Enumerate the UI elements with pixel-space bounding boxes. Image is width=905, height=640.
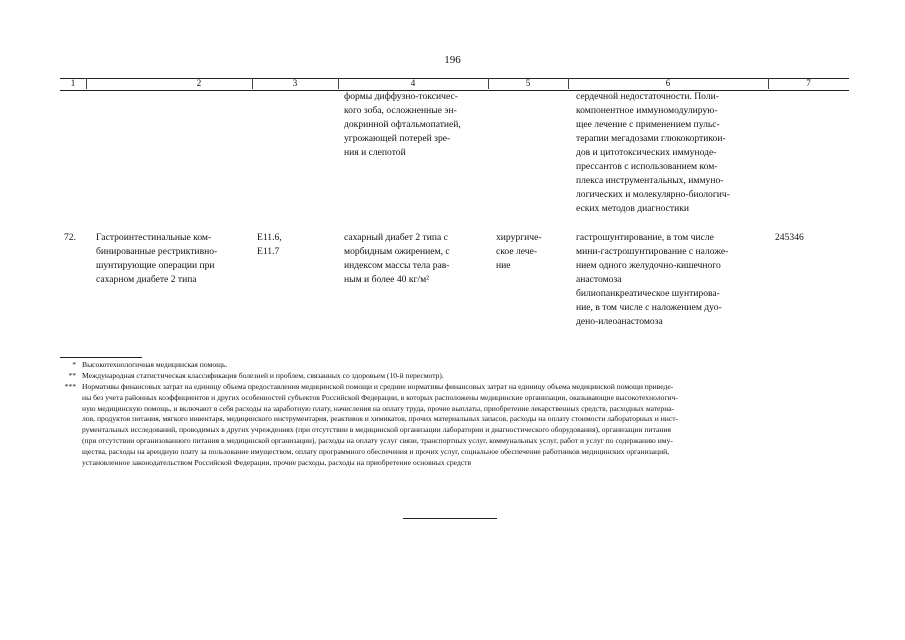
- footnote-line: лов, продуктов питания, мягкого инвентаря, медицинского инструментария, реактивов и химикатов, прочих материальных запасов, расходы на оплату стоимости лабораторных и инст-: [82, 414, 679, 424]
- text-line: нием одного желудочно-кишечного: [576, 260, 721, 271]
- text-line: морбидным ожирением, с: [344, 246, 450, 257]
- row-72-treatment-type: [496, 231, 566, 273]
- col-header-3: 3: [292, 78, 298, 88]
- text-line: компонентное иммуномодулирую-: [576, 105, 718, 116]
- row-72-icd-codes: [257, 231, 327, 259]
- row-72-cost: 245346: [775, 232, 804, 243]
- text-line: мини-гастрошунтирование с наложе-: [576, 246, 729, 257]
- footnote-line: ную медицинскую помощь, и включают в себя расходы на заработную плату, начисления на оплату труда, прочие выплаты, приобретение лекарственных средств, расходных материа-: [82, 403, 675, 413]
- bottom-rule: [403, 518, 497, 519]
- text-line: ние: [496, 260, 511, 271]
- footnote-mark: **: [68, 371, 76, 380]
- row-72-patient-model: [344, 231, 486, 287]
- text-line: шунтирующие операции при: [96, 260, 215, 271]
- footnote-rule: [60, 357, 142, 358]
- text-line: сахарном диабете 2 типа: [96, 274, 197, 285]
- text-line: щее лечение с применением пульс-: [576, 119, 720, 130]
- footnote-text: Высокотехнологичная медицинская помощь.: [82, 360, 228, 369]
- col-header-4: 4: [410, 78, 416, 88]
- col-divider: [86, 78, 87, 89]
- text-line: логических и молекулярно-биологич-: [576, 189, 730, 200]
- footnote-mark: *: [72, 360, 76, 369]
- text-line: дено-илеоанастомоза: [576, 316, 663, 327]
- page-number: 196: [444, 54, 461, 66]
- footnote-line: Нормативы финансовых затрат на единицу объема предоставления медицинской помощи и средние нормативы финансовых затрат на единицу объема медицинской помощи приведе-: [82, 382, 674, 391]
- text-line: ское лече-: [496, 246, 538, 257]
- col-divider: [768, 78, 769, 89]
- col-header-7: 7: [806, 78, 811, 88]
- footnote-line: ны без учета районных коэффициентов и других особенностей субъектов Российской Федерации, в которых расположены медицинские организации, оказывающие высокотехнологич-: [82, 392, 678, 402]
- col-header-2: 2: [196, 78, 202, 88]
- text-line: докринной офтальмопатией,: [344, 119, 461, 130]
- footnote-line: рументальных исследований, проводимых в других учреждениях (при отсутствии в медицинской организации лаборатории и диагностического оборудования), организации питания: [82, 425, 671, 435]
- text-line: анастомоза: [576, 274, 622, 285]
- text-line: билиопанкреатическое шунтирова-: [576, 288, 720, 299]
- text-line: E11.7: [257, 246, 280, 257]
- text-line: плекса инструментальных, иммуно-: [576, 175, 724, 186]
- text-line: формы диффузно-токсичес-: [344, 91, 458, 102]
- footnote-mark: ***: [64, 382, 76, 391]
- text-line: еских методов диагностики: [576, 203, 690, 214]
- text-line: E11.6,: [257, 232, 282, 243]
- col-divider: [338, 78, 339, 89]
- footnote-text: Международная статистическая классификация болезней и проблем, связанных со здоровьем (10-й пересмотр).: [82, 371, 444, 380]
- footnote-line: щества, расходы на арендную плату за пользование имуществом, оплату программного обеспечения и прочих услуг, социальное обеспечение работников медицинских организаций,: [82, 446, 670, 456]
- text-line: ние, в том числе с наложением дуо-: [576, 302, 722, 313]
- text-line: ным и более 40 кг/м²: [344, 274, 430, 285]
- text-line: гастрошунтирование, в том числе: [576, 232, 714, 243]
- col-header-6: 6: [665, 78, 671, 88]
- col-divider: [488, 78, 489, 89]
- text-line: прессантов с использованием ком-: [576, 161, 718, 172]
- footnote-line: установленное законодательством Российской Федерации, прочие расходы, расходы на приобретение основных средств: [82, 457, 472, 467]
- text-line: хирургиче-: [496, 232, 542, 243]
- row-72-number: 72.: [64, 232, 76, 243]
- col-divider: [252, 78, 253, 89]
- text-line: бинированные рестриктивно-: [96, 246, 218, 257]
- text-line: Гастроинтестинальные ком-: [96, 232, 212, 243]
- footnote-line: (при отсутствии организованного питания в медицинской организации), расходы на оплату услуг связи, транспортных услуг, коммунальных услуг, работ и услуг по содержанию иму-: [82, 435, 673, 445]
- col-divider: [568, 78, 569, 89]
- text-line: сахарный диабет 2 типа с: [344, 232, 448, 243]
- text-line: угрожающей потерей зре-: [344, 133, 451, 144]
- row-72-method: [576, 231, 766, 329]
- continued-row-col6: [576, 90, 766, 216]
- text-line: индексом массы тела рав-: [344, 260, 450, 271]
- text-line: терапии мегадозами глюкокортикои-: [576, 133, 726, 144]
- text-line: сердечной недостаточности. Поли-: [576, 91, 719, 102]
- row-72-name: [96, 231, 248, 287]
- footnote-text: [82, 382, 852, 468]
- col-header-5: 5: [525, 78, 531, 88]
- text-line: дов и цитотоксических иммунодe-: [576, 147, 717, 158]
- text-line: кого зоба, осложненные эн-: [344, 105, 457, 116]
- continued-row-col4: [344, 90, 484, 160]
- col-header-1: 1: [70, 78, 76, 88]
- text-line: ния и слепотой: [344, 147, 406, 158]
